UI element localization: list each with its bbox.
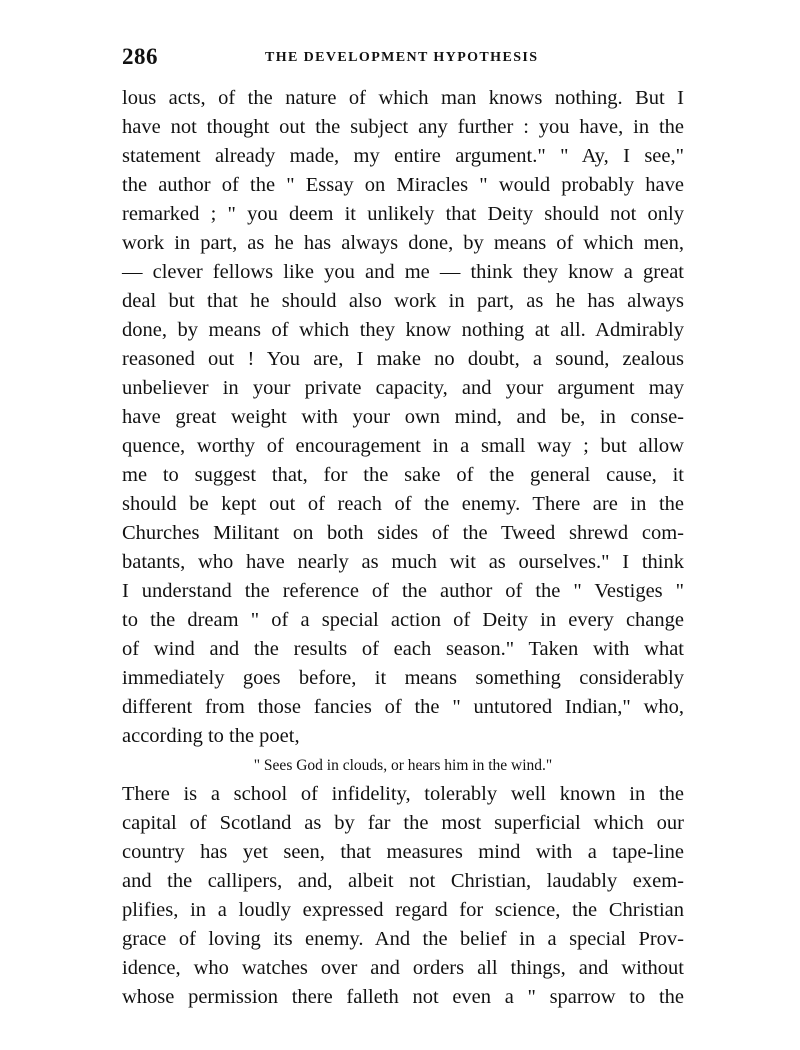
text-line: done, by means of which they know nothing at all. Admirably bbox=[122, 319, 684, 341]
text-line: and the callipers, and, albeit not Christian, laudably exem- bbox=[122, 870, 684, 892]
text-line: lous acts, of the nature of which man knows nothing. But I bbox=[122, 87, 684, 109]
text-line: Churches Militant on both sides of the Tweed shrewd com- bbox=[122, 522, 684, 544]
text-line: I understand the reference of the author of the " Vestiges " bbox=[122, 580, 684, 602]
text-line: batants, who have nearly as much wit as ourselves." I think bbox=[122, 551, 684, 573]
text-line: have not thought out the subject any further : you have, in the bbox=[122, 116, 684, 138]
text-line: to the dream " of a special action of Deity in every change bbox=[122, 609, 684, 631]
text-line: idence, who watches over and orders all things, and without bbox=[122, 957, 684, 979]
text-line: have great weight with your own mind, and be, in conse- bbox=[122, 406, 684, 428]
text-line: reasoned out ! You are, I make no doubt, a sound, zealous bbox=[122, 348, 684, 370]
text-line: work in part, as he has always done, by means of which men, bbox=[122, 232, 684, 254]
text-line: different from those fancies of the " untutored Indian," who, bbox=[122, 696, 684, 718]
running-head: THE DEVELOPMENT HYPOTHESIS bbox=[265, 50, 539, 65]
text-line: capital of Scotland as by far the most superficial which our bbox=[122, 812, 684, 834]
page-number: 286 bbox=[122, 44, 158, 69]
text-line: should be kept out of reach of the enemy. There are in the bbox=[122, 493, 684, 515]
text-line: statement already made, my entire argument." " Ay, I see," bbox=[122, 145, 684, 167]
text-line: the author of the " Essay on Miracles " would probably have bbox=[122, 174, 684, 196]
text-line: There is a school of infidelity, tolerably well known in the bbox=[122, 783, 684, 805]
text-line: plifies, in a loudly expressed regard for science, the Christian bbox=[122, 899, 684, 921]
text-line: whose permission there falleth not even a " sparrow to the bbox=[122, 986, 684, 1008]
text-line: quence, worthy of encouragement in a small way ; but allow bbox=[122, 435, 684, 457]
text-line: remarked ; " you deem it unlikely that Deity should not only bbox=[122, 203, 684, 225]
text-line: me to suggest that, for the sake of the general cause, it bbox=[122, 464, 684, 486]
text-line: country has yet seen, that measures mind with a tape-line bbox=[122, 841, 684, 863]
body-text bbox=[122, 84, 684, 1012]
text-line: unbeliever in your private capacity, and your argument may bbox=[122, 377, 684, 399]
text-line: according to the poet, bbox=[122, 725, 300, 747]
text-line: grace of loving its enemy. And the belief in a special Prov- bbox=[122, 928, 684, 950]
text-line: deal but that he should also work in part, as he has always bbox=[122, 290, 684, 312]
text-line: — clever fellows like you and me — think they know a great bbox=[122, 261, 684, 283]
page-header bbox=[122, 44, 682, 74]
text-line: immediately goes before, it means something considerably bbox=[122, 667, 684, 689]
verse-quotation: " Sees God in clouds, or hears him in the wind." bbox=[253, 757, 553, 774]
text-line: of wind and the results of each season." Taken with what bbox=[122, 638, 684, 660]
